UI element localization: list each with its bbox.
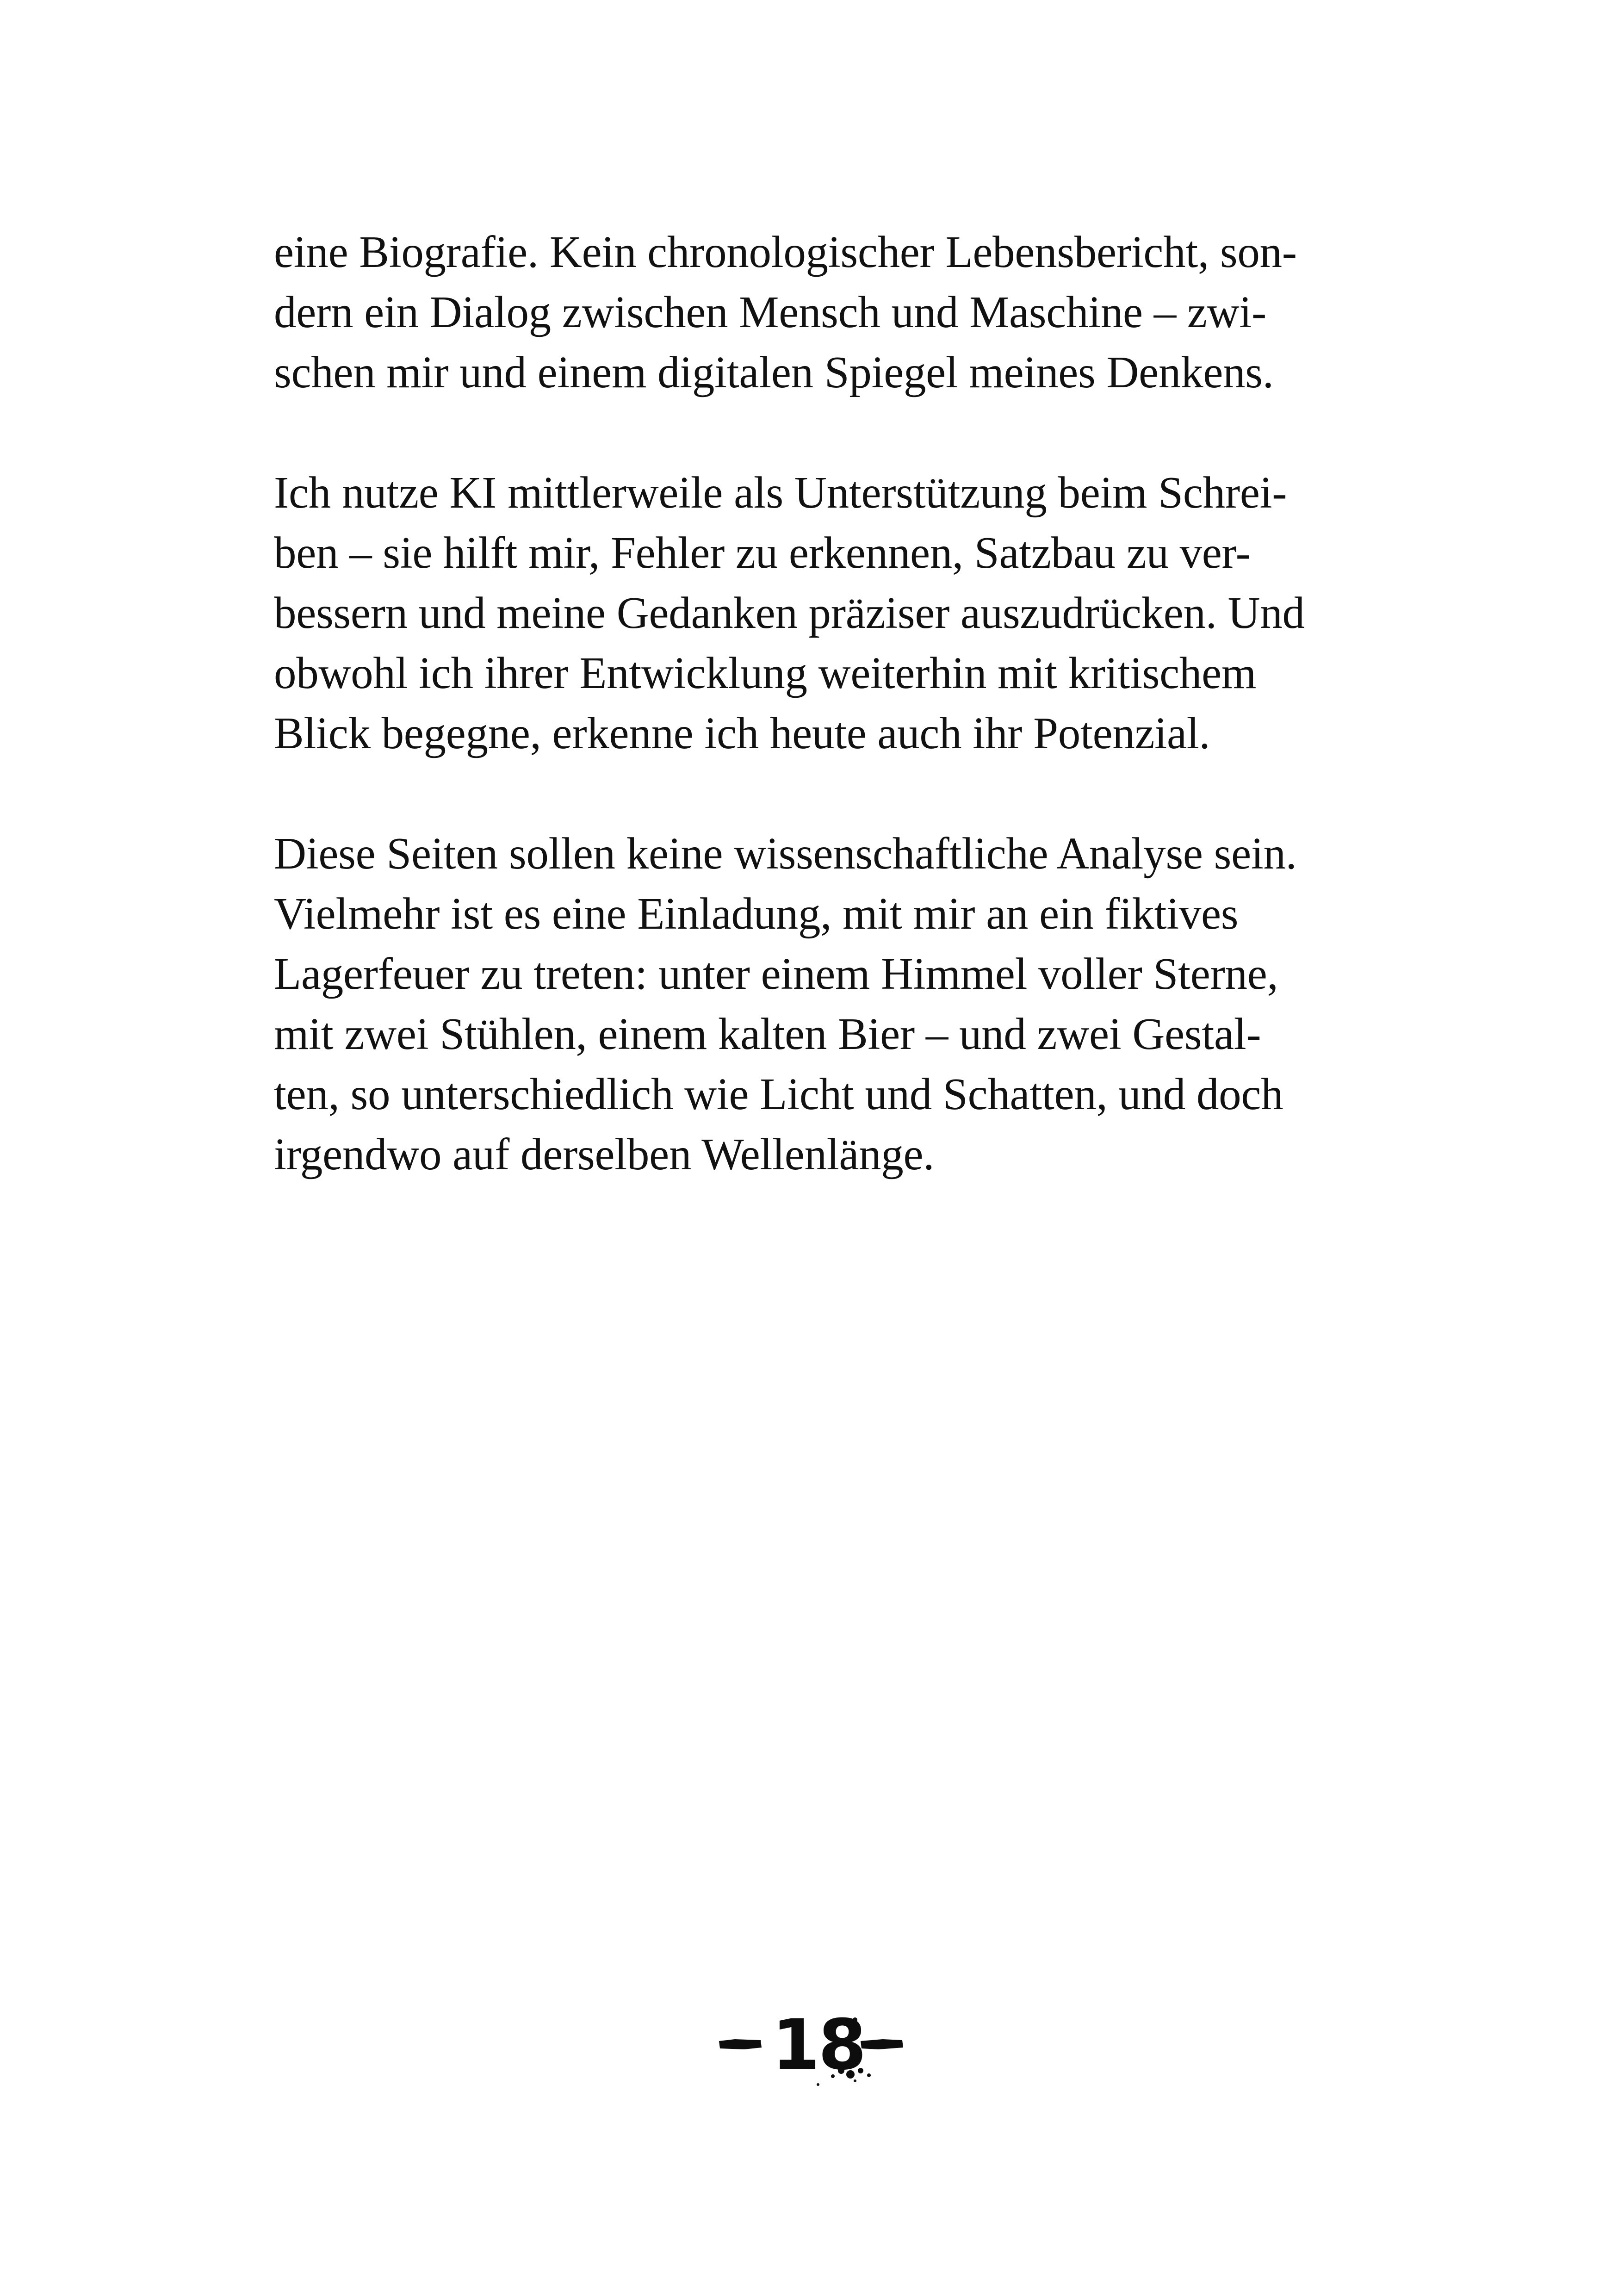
text-line: eine Biografie. Kein chronologischer Lebensbericht, son- (274, 227, 1297, 277)
text-line: bessern und meine Gedanken präziser auszudrücken. Und (274, 588, 1305, 638)
paragraph-1 (274, 222, 1384, 403)
text-line: Diese Seiten sollen keine wissenschaftliche Analyse sein. (274, 829, 1297, 878)
page-number (716, 2001, 911, 2094)
paragraph-2 (274, 463, 1384, 763)
text-line: dern ein Dialog zwischen Mensch und Maschine – zwi- (274, 287, 1267, 337)
text-line: irgendwo auf derselben Wellenlänge. (274, 1129, 935, 1179)
text-line: ben – sie hilft mir, Fehler zu erkennen, Satzbau zu ver- (274, 528, 1251, 577)
text-line: Lagerfeuer zu treten: unter einem Himmel voller Sterne, (274, 949, 1278, 999)
text-line: ten, so unterschiedlich wie Licht und Schatten, und doch (274, 1069, 1283, 1119)
text-line: obwohl ich ihrer Entwicklung weiterhin mit kritischem (274, 648, 1257, 698)
text-line: Ich nutze KI mittlerweile als Unterstützung beim Schrei- (274, 468, 1287, 517)
body-text (274, 222, 1384, 1245)
text-line: Vielmehr ist es eine Einladung, mit mir an ein fiktives (274, 889, 1239, 938)
text-line: Blick begegne, erkenne ich heute auch ihr Potenzial. (274, 708, 1210, 758)
paragraph-3 (274, 824, 1384, 1185)
text-line: mit zwei Stühlen, einem kalten Bier – und zwei Gestal- (274, 1009, 1261, 1059)
page-number-label: 18 (772, 2005, 865, 2085)
text-line: schen mir und einem digitalen Spiegel meines Denkens. (274, 348, 1274, 397)
